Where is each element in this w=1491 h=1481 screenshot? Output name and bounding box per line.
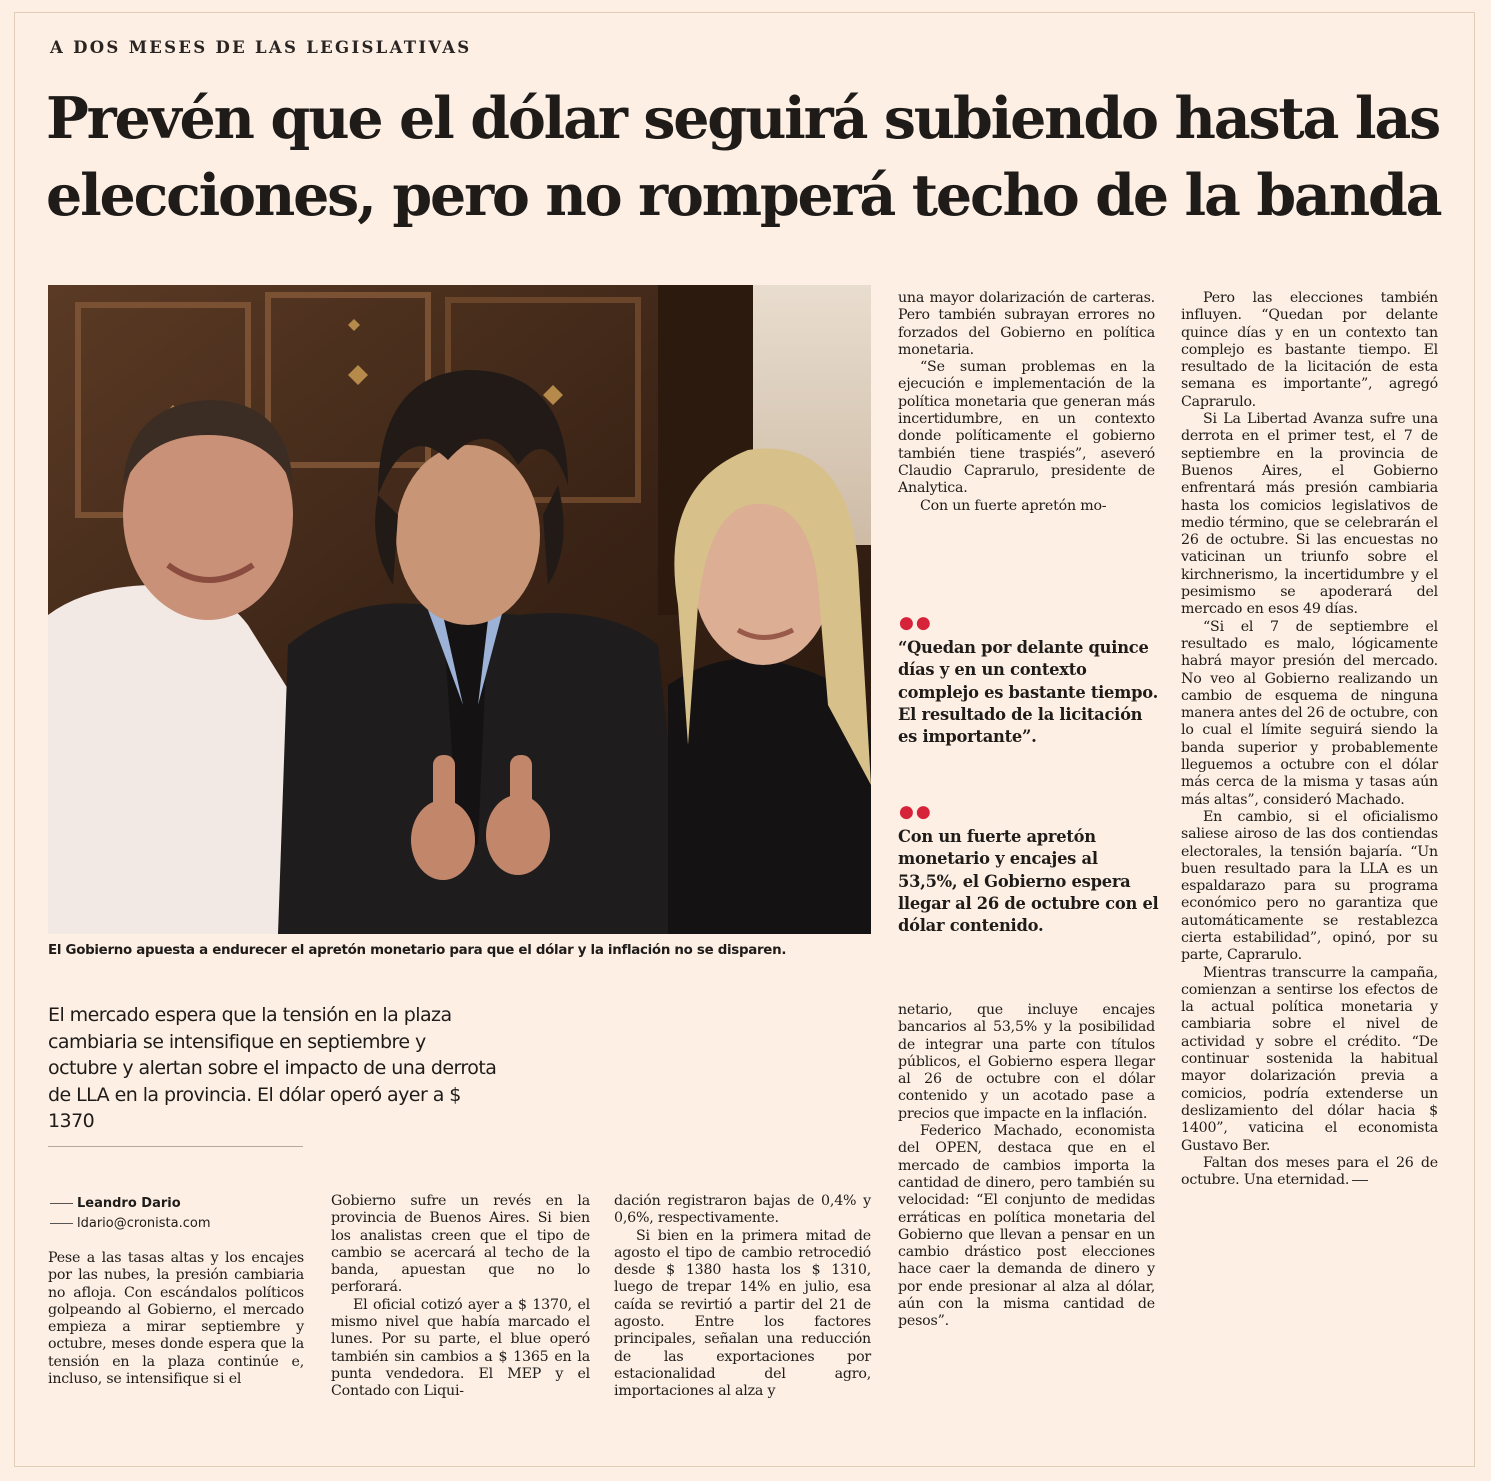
- paragraph: En cambio, si el oficialismo saliese airoso de las dos contiendas electorales, la tensión bajaría. “Un buen resultado para la LLA es un espaldarazo para su programa económico pero no garantiza que automáticamente se restablezca cierta estabilidad”, opinó, por su parte, Caprarulo.: [1181, 808, 1438, 964]
- summary-line-1: El mercado espera que la tensión en la plaza: [48, 1004, 452, 1026]
- summary-line-4: de LLA en la provincia. El dólar operó ayer a $ 1370: [48, 1083, 461, 1132]
- photo-caption: El Gobierno apuesta a endurecer el apretón monetario para que el dólar y la inflación no se disparen.: [48, 943, 787, 958]
- pull-quote-text: “Quedan por delante quince días y en un contexto complejo es bastante tiempo. El resultado de la licitación es importante”.: [898, 638, 1159, 747]
- byline-dash: [50, 1223, 73, 1224]
- closing-text: Faltan dos meses para el 26 de octubre. Una eternidad.: [1181, 1154, 1438, 1189]
- paragraph: Si bien en la primera mitad de agosto el tipo de cambio retrocedió desde $ 1380 hasta los $ 1310, luego de trepar 14% en julio, esa caída se revirtió a partir del 21 de agosto. Entre los factores principales, señalan una reducción de las exportaciones por estacionalidad del agro, importaciones al alza y: [614, 1227, 871, 1400]
- paragraph: Pese a las tasas altas y los encajes por las nubes, la presión cambiaria no afloja. Con escándalos políticos golpeando al Gobierno, el mercado empieza a mirar septiembre y octubre, meses donde espera que la tensión en la plaza continúe e, incluso, se intensifique si el: [48, 1250, 304, 1388]
- byline-dash: [50, 1203, 73, 1204]
- paragraph: netario, que incluye encajes bancarios al 53,5% y la posibilidad de integrar una parte con títulos públicos, el Gobierno espera llegar al 26 de octubre con el dólar contenido y un acotado pase a precios que impacte en la inflación.: [898, 1002, 1155, 1122]
- byline-email[interactable]: ldario@cronista.com: [77, 1216, 211, 1231]
- article-photo: [48, 285, 871, 934]
- article-column-2: [331, 1193, 590, 1401]
- pull-quote-text: Con un fuerte apretón monetario y encajes al 53,5%, el Gobierno espera llegar al 26 de octubre con el dólar contenido.: [898, 827, 1159, 936]
- pull-quote-1: [898, 637, 1160, 748]
- paragraph: El oficial cotizó ayer a $ 1370, el mismo nivel que había marcado el lunes. Por su parte, el blue operó también sin cambios a $ 1365 en la punta vendedora. El MEP y el Contado con Liqui-: [331, 1296, 590, 1400]
- article-column-4-bottom: [898, 1002, 1155, 1331]
- pull-quote-2: [898, 826, 1160, 937]
- article-column-3: [614, 1193, 871, 1401]
- byline-author: Leandro Dario: [77, 1196, 181, 1211]
- headline-line-1: Prevén que el dólar seguirá subiendo hasta las: [46, 85, 1439, 152]
- paragraph: una mayor dolarización de carteras. Pero también subrayan errores no forzados del Gobierno en política monetaria.: [898, 290, 1155, 358]
- section-kicker: A DOS MESES DE LAS LEGISLATIVAS: [50, 38, 472, 57]
- article-column-4-top: [898, 290, 1155, 515]
- paragraph: “Se suman problemas en la ejecución e implementación de la política monetaria que generan más incertidumbre, en un contexto donde políticamente el gobierno también tiene traspiés”, aseveró Claudio Caprarulo, presidente de Analytica.: [898, 359, 1155, 497]
- paragraph: “Si el 7 de septiembre el resultado es malo, lógicamente habrá mayor presión del mercado. No veo al Gobierno realizando un cambio de esquema de ninguna manera antes del 26 de octubre, con lo cual el límite seguirá siendo la banda superior y probablemente lleguemos a octubre con el dólar más cerca de la misma y tasas aún más altas”, consideró Machado.: [1181, 618, 1438, 808]
- quote-marker-icon: ●●: [899, 802, 933, 822]
- article-column-5: [1181, 290, 1438, 1189]
- paragraph: Si La Libertad Avanza sufre una derrota en el primer test, el 7 de septiembre en la provincia de Buenos Aires, el Gobierno enfrentará más presión cambiaria hasta los comicios legislativos de medio término, que se celebrarán el 26 de octubre. Si las encuestas no vaticinan un triunfo sobre el kirchnerismo, la incertidumbre y el pesimismo se apoderará del mercado en esos 49 días.: [1181, 411, 1438, 618]
- summary-divider: [48, 1146, 303, 1147]
- paragraph: Gobierno sufre un revés en la provincia de Buenos Aires. Si bien los analistas creen que el tipo de cambio se acercará al techo de la banda, apuestan que no lo perforará.: [331, 1193, 590, 1296]
- end-mark: [1352, 1180, 1368, 1181]
- headline: [46, 80, 1466, 234]
- paragraph: dación registraron bajas de 0,4% y 0,6%, respectivamente.: [614, 1193, 871, 1227]
- byline-author-row: [50, 1196, 181, 1211]
- photo-illustration: [48, 285, 871, 934]
- paragraph: [1181, 1155, 1438, 1190]
- byline-email-row: [50, 1216, 211, 1231]
- headline-line-2: elecciones, pero no romperá techo de la banda: [46, 162, 1441, 229]
- paragraph: Mientras transcurre la campaña, comienzan a sentirse los efectos de la actual política monetaria y cambiaria sobre el nivel de actividad y sobre el crédito. “De continuar sostenida la habitual mayor dolarización previa a comicios, podría extenderse un deslizamiento del dólar hacia $ 1400”, vaticina el economista Gustavo Ber.: [1181, 964, 1438, 1154]
- paragraph: Federico Machado, economista del OPEN, destaca que en el mercado de cambios importa la cantidad de dinero, pero también su velocidad: “El conjunto de medidas erráticas en política monetaria del Gobierno que llevan a pensar en un cambio drástico post elecciones hace caer la demanda de dinero y por ende presionar al alza al dólar, aún con la misma cantidad de pesos”.: [898, 1123, 1155, 1330]
- article-summary: [48, 1002, 498, 1135]
- summary-line-2: cambiaria se intensifique en septiembre y: [48, 1030, 426, 1053]
- summary-line-3: octubre y alertan sobre el impacto de una derrota: [48, 1057, 497, 1079]
- article-column-1: [48, 1250, 304, 1388]
- paragraph: Con un fuerte apretón mo-: [920, 497, 1107, 514]
- paragraph: Pero las elecciones también influyen. “Quedan por delante quince días y en un contexto tan complejo es bastante tiempo. El resultado de la licitación de esta semana es importante”, agregó Caprarulo.: [1181, 290, 1438, 410]
- quote-marker-icon: ●●: [899, 613, 933, 633]
